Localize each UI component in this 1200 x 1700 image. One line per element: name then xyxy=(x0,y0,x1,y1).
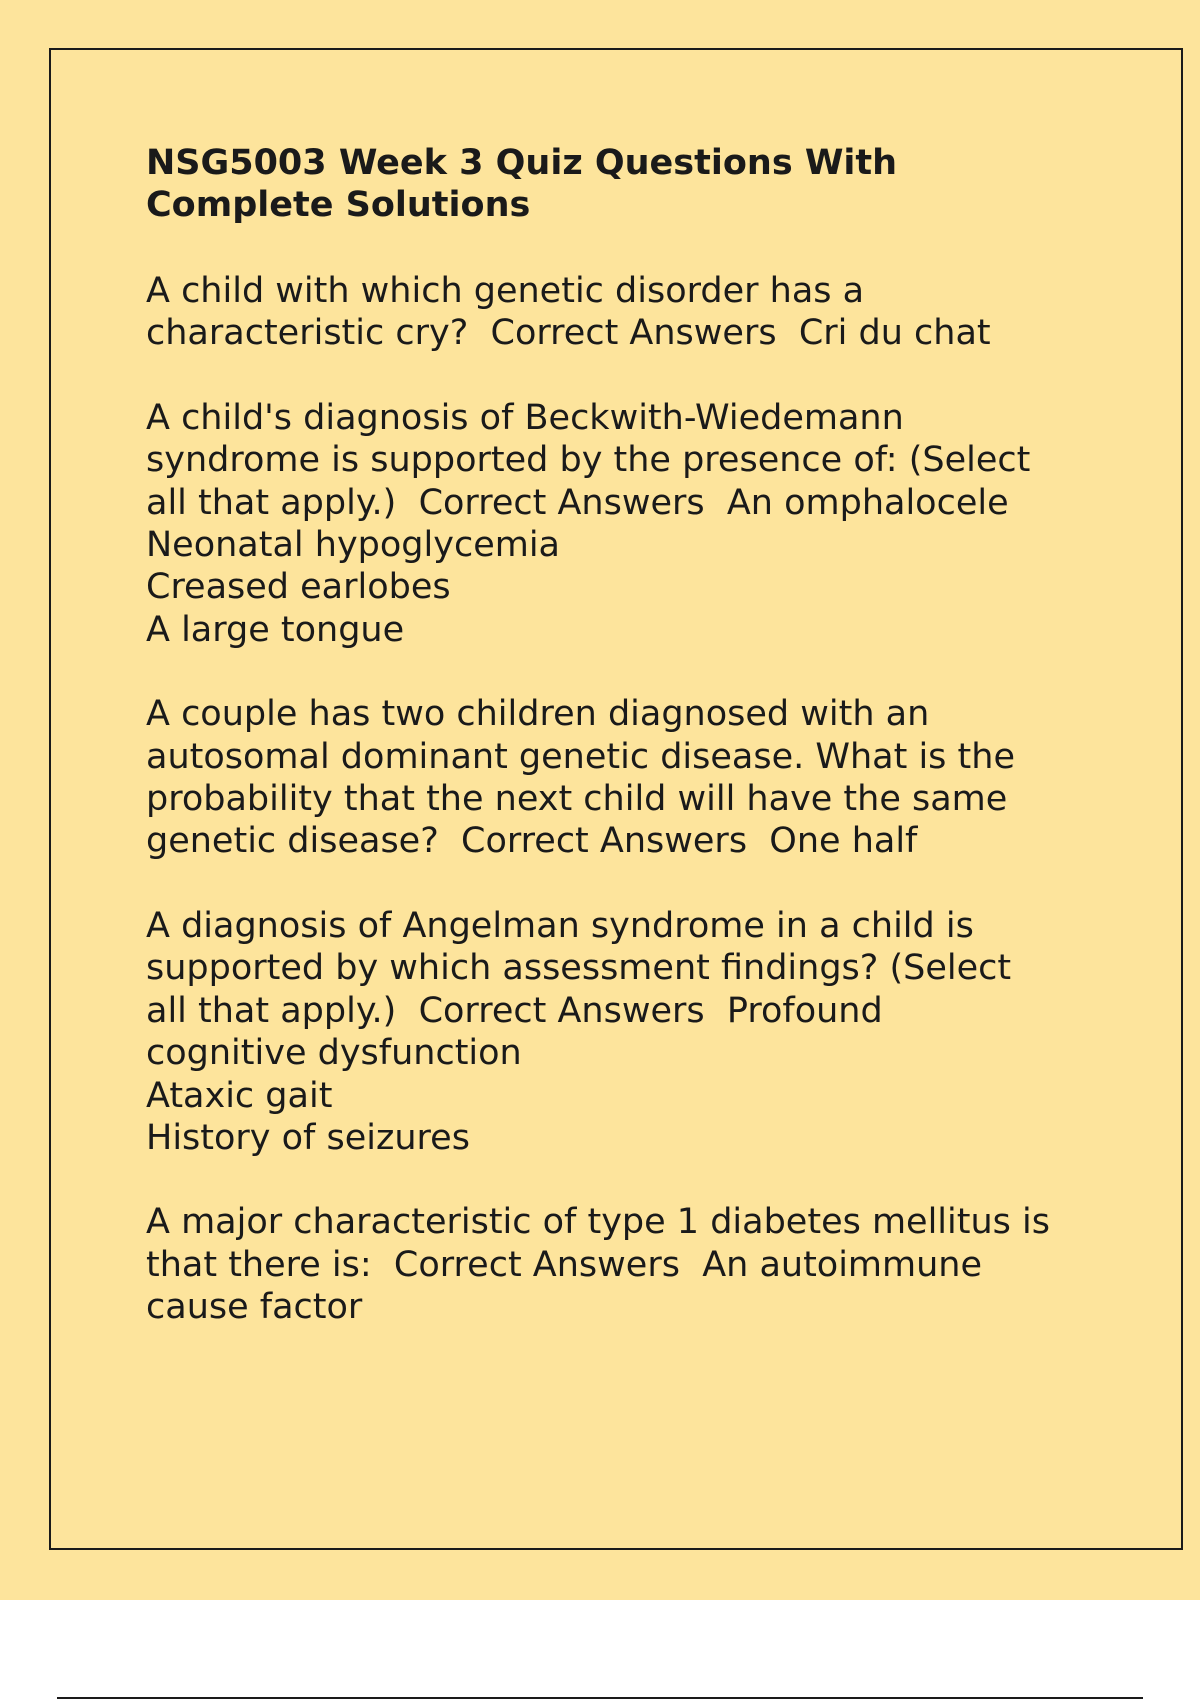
question-line: genetic disease? Correct Answers One half xyxy=(146,821,918,862)
answer-line: A large tongue xyxy=(146,609,405,650)
answer-line: Creased earlobes xyxy=(146,567,451,608)
answer-line: Neonatal hypoglycemia xyxy=(146,525,561,566)
answer-line: cause factor xyxy=(146,1287,363,1328)
answer-line: History of seizures xyxy=(146,1117,470,1158)
question-line: A diagnosis of Angelman syndrome in a child is xyxy=(146,905,974,946)
question-line: A couple has two children diagnosed with an xyxy=(146,694,930,735)
question-item xyxy=(146,905,1106,1159)
question-item xyxy=(146,397,1106,651)
question-line: syndrome is supported by the presence of: (Select xyxy=(146,440,1031,481)
question-line: all that apply.) Correct Answers An omphalocele xyxy=(146,482,1009,523)
question-line: all that apply.) Correct Answers Profound xyxy=(146,990,883,1031)
question-item xyxy=(146,693,1106,863)
question-line: A child with which genetic disorder has a xyxy=(146,271,865,311)
question-line: A child's diagnosis of Beckwith-Wiedemann xyxy=(146,397,904,438)
question-line: characteristic cry? Correct Answers Cri du chat xyxy=(146,313,991,354)
question-item xyxy=(146,1201,1106,1328)
document-content xyxy=(146,142,1106,1371)
question-line: autosomal dominant genetic disease. What is the xyxy=(146,736,1015,777)
question-line: A major characteristic of type 1 diabetes mellitus is xyxy=(146,1202,1050,1243)
question-line: that there is: Correct Answers An autoimmune xyxy=(146,1244,983,1285)
footer-divider xyxy=(57,1697,1143,1699)
question-line: supported by which assessment findings? (Select xyxy=(146,948,1012,989)
question-item xyxy=(146,270,1106,355)
answer-line: Ataxic gait xyxy=(146,1075,333,1116)
document-title: NSG5003 Week 3 Quiz Questions With Complete Solutions xyxy=(146,143,898,225)
answer-line: cognitive dysfunction xyxy=(146,1033,522,1074)
question-line: probability that the next child will have the same xyxy=(146,779,1008,820)
